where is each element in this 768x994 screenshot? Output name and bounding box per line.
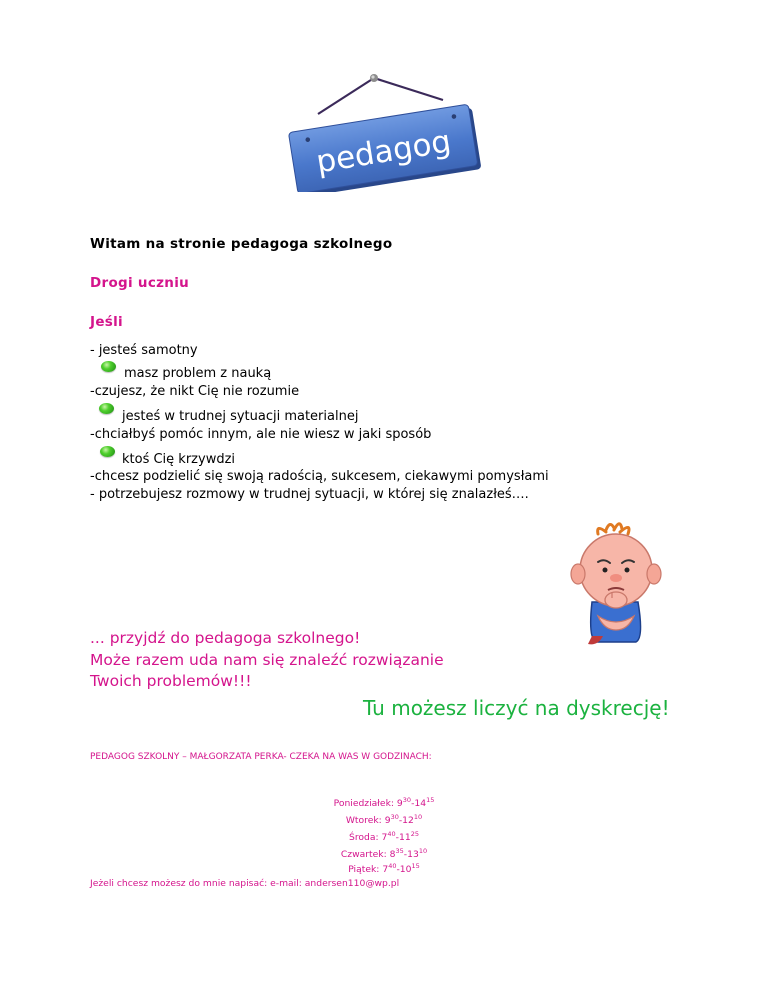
- list-item: masz problem z nauką: [124, 366, 272, 381]
- schedule-start-minutes: 40: [388, 862, 397, 870]
- office-hours-intro: PEDAGOG SZKOLNY – MAŁGORZATA PERKA- CZEKA NA WAS W GODZINACH:: [90, 752, 432, 762]
- closing-line: ... przyjdź do pedagoga szkolnego!: [90, 629, 361, 647]
- list-item: - jesteś samotny: [90, 343, 198, 358]
- list-item: - potrzebujesz rozmowy w trudnej sytuacji, w której się znalazłeś….: [90, 487, 529, 502]
- schedule-end-minutes: 10: [418, 847, 428, 855]
- welcome-heading: Witam na stronie pedagoga szkolnego: [90, 236, 393, 252]
- schedule-end-hour: 13: [407, 849, 419, 860]
- schedule-row: Środa: $7^{40}-11^{25}$: [349, 830, 419, 843]
- schedule-start-minutes: 35: [395, 847, 404, 855]
- list-item: -chciałbyś pomóc innym, ale nie wiesz w jaki sposób: [90, 427, 432, 442]
- list-item: -czujesz, że nikt Cię nie rozumie: [90, 384, 300, 399]
- schedule-row: Czwartek: $8^{35}-13^{10}$: [340, 847, 428, 860]
- list-item: jesteś w trudnej sytuacji materialnej: [122, 409, 359, 424]
- green-bullet-icon: [99, 403, 114, 414]
- discretion-note: Tu możesz liczyć na dyskrecję!: [363, 696, 670, 720]
- list-item: -chcesz podzielić się swoją radością, sukcesem, ciekawymi pomysłami: [90, 469, 549, 484]
- green-bullet-icon: [101, 361, 116, 372]
- schedule-day: Czwartek:: [340, 849, 387, 860]
- schedule-end-minutes: 15: [411, 862, 420, 870]
- schedule-end-minutes: 25: [410, 830, 419, 838]
- schedule-end-hour: 12: [402, 815, 414, 826]
- schedule-start-minutes: 40: [387, 830, 396, 838]
- if-heading: Jeśli: [90, 314, 123, 330]
- schedule-start-hour: 9: [396, 798, 403, 809]
- thinking-boy-illustration: [558, 518, 668, 648]
- closing-line: Twoich problemów!!!: [90, 672, 252, 690]
- schedule-end-minutes: 10: [413, 813, 423, 821]
- schedule-row: Poniedziałek: $9^{30}-14^{15}$: [333, 796, 435, 809]
- schedule-end-minutes: 15: [426, 796, 435, 804]
- schedule-start-hour: 7: [382, 864, 389, 875]
- schedule-end-hour: 10: [399, 864, 412, 875]
- schedule-day: Piątek:: [348, 864, 380, 875]
- schedule-day: Środa:: [349, 832, 379, 843]
- green-bullet-icon: [100, 446, 115, 457]
- schedule-day: Wtorek:: [345, 815, 382, 826]
- logo-text: pedagog: [313, 123, 454, 181]
- schedule-row: Piątek: $7^{40}-10^{15}$: [348, 862, 420, 875]
- schedule-start-minutes: 30: [390, 813, 399, 821]
- schedule-start-minutes: 30: [402, 796, 412, 804]
- pedagog-sign-logo: [278, 68, 488, 192]
- schedule-end-hour: 11: [399, 832, 411, 843]
- schedule-start-hour: 8: [389, 849, 396, 860]
- schedule-day: Poniedziałek:: [333, 798, 394, 809]
- list-item: ktoś Cię krzywdzi: [122, 452, 236, 467]
- schedule-start-hour: 7: [381, 832, 388, 843]
- schedule-end-hour: 14: [414, 798, 427, 809]
- schedule-start-hour: 9: [384, 815, 391, 826]
- greeting-heading: Drogi uczniu: [90, 275, 190, 291]
- schedule-row: Wtorek: $9^{30}-12^{10}$: [345, 813, 423, 826]
- closing-line: Może razem uda nam się znaleźć rozwiązanie: [90, 651, 444, 669]
- contact-line: Jeżeli chcesz możesz do mnie napisać: e-mail: andersen110@wp.pl: [90, 878, 400, 889]
